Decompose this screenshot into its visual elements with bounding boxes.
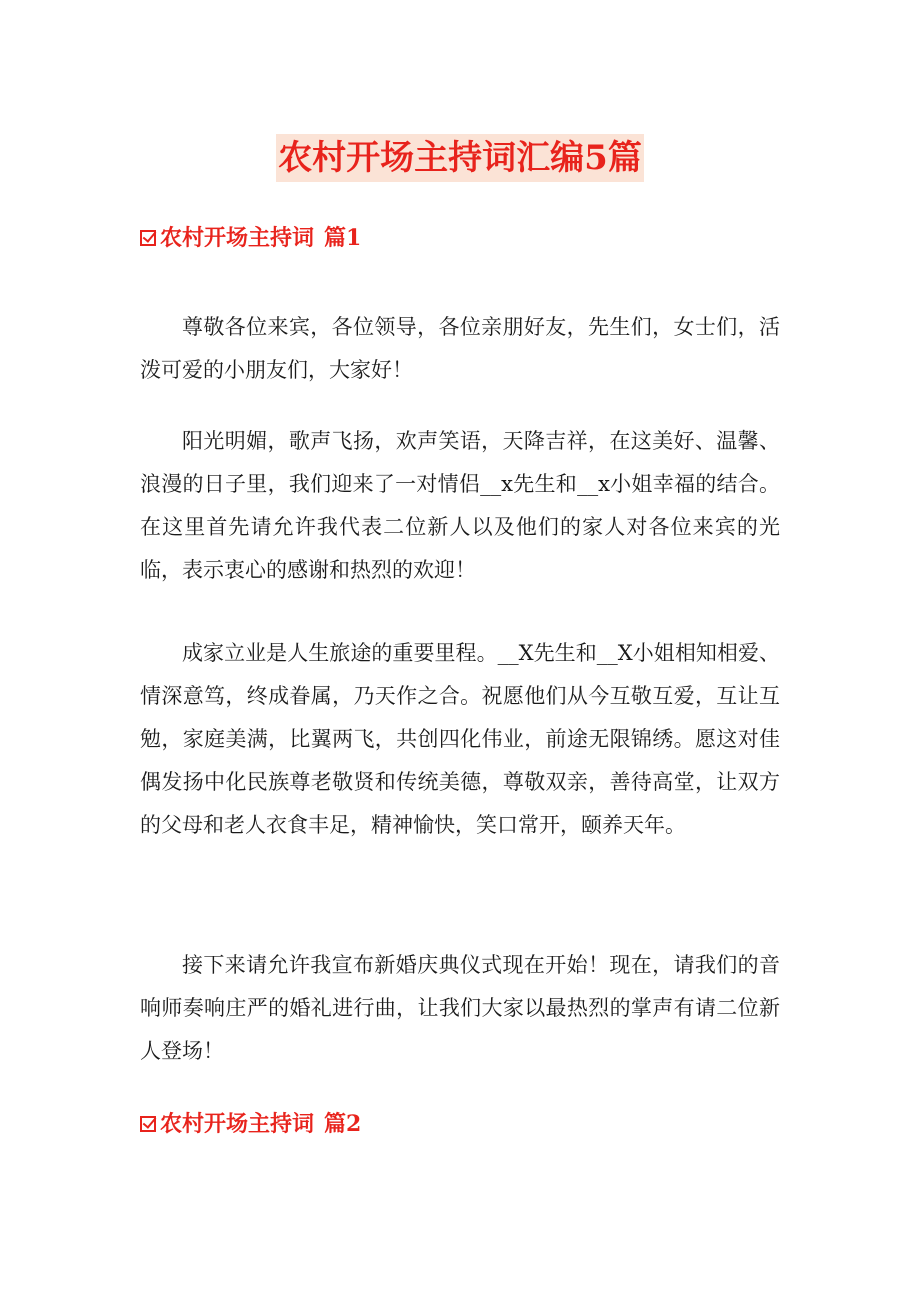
checkbox-checked-icon	[140, 230, 156, 246]
section-heading-1	[140, 222, 361, 254]
section-heading-2	[140, 1108, 361, 1140]
paragraph-3: 成家立业是人生旅途的重要里程。__X先生和__X小姐相知相爱、情深意笃，终成眷属，乃天作之合。祝愿他们从今互敬互爱，互让互勉，家庭美满，比翼两飞，共创四化伟业，前途无限锦绣。愿这对佳偶发扬中化民族尊老敬贤和传统美德，尊敬双亲，善待高堂，让双方的父母和老人衣食丰足，精神愉快，笑口常开，颐养天年。	[140, 641, 780, 837]
document-title: 农村开场主持词汇编5篇	[276, 134, 644, 182]
section-number: 篇2	[324, 1111, 362, 1137]
paragraph-1: 尊敬各位来宾，各位领导，各位亲朋好友，先生们，女士们，活泼可爱的小朋友们，大家好！	[140, 315, 780, 382]
paragraph-4: 接下来请允许我宣布新婚庆典仪式现在开始！现在，请我们的音响师奏响庄严的婚礼进行曲，让我们大家以最热烈的掌声有请二位新人登场！	[140, 953, 780, 1063]
title-container	[0, 134, 920, 182]
section-heading-text: 农村开场主持词	[160, 1111, 315, 1137]
paragraph-2: 阳光明媚，歌声飞扬，欢声笑语，天降吉祥，在这美好、温馨、浪漫的日子里，我们迎来了一对情侣__x先生和__x小姐幸福的结合。在这里首先请允许我代表二位新人以及他们的家人对各位来宾的光临，表示衷心的感谢和热烈的欢迎！	[140, 429, 780, 582]
section-heading-text: 农村开场主持词	[160, 225, 315, 251]
section-number: 篇1	[324, 225, 362, 251]
checkbox-checked-icon	[140, 1116, 156, 1132]
